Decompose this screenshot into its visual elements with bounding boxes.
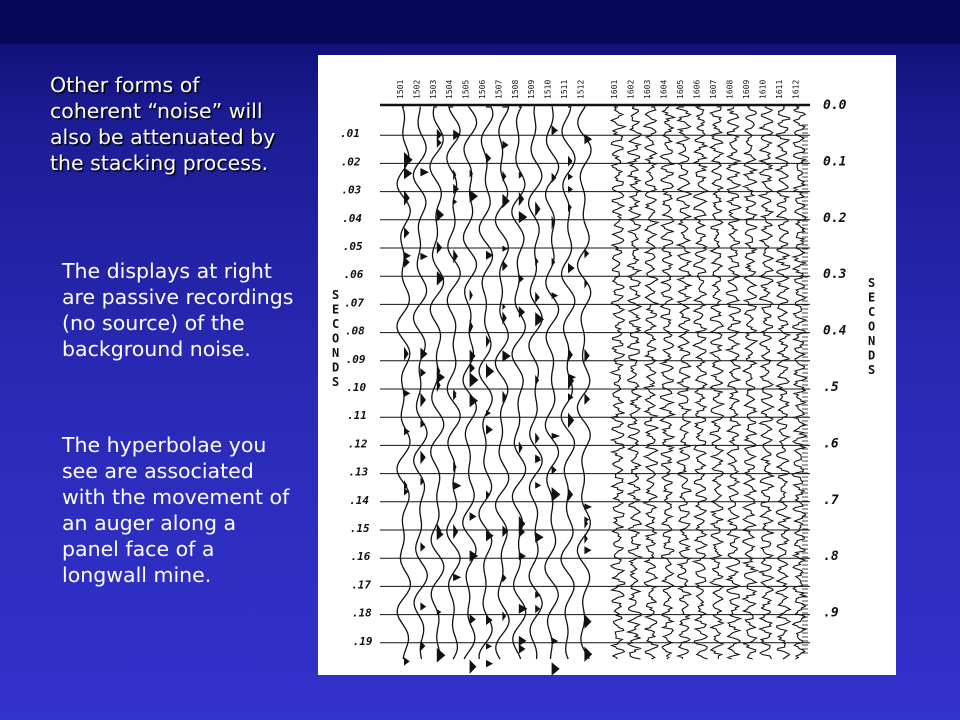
left-time-label: .08	[344, 324, 365, 338]
trace-fill	[552, 127, 559, 134]
seconds-axis-letter-left: D	[332, 360, 340, 375]
trace-fill	[453, 199, 457, 205]
trace-fill	[568, 488, 573, 501]
trace-noise	[677, 107, 692, 659]
trace-fill	[519, 552, 526, 561]
trace-fill	[519, 441, 523, 454]
trace-fill	[453, 574, 461, 582]
seconds-axis-letter-right: S	[868, 276, 876, 290]
trace-number-label: 1606	[692, 79, 702, 99]
right-time-label: 0.1	[823, 154, 847, 170]
trace-fill	[470, 319, 474, 334]
left-time-label: .02	[340, 155, 361, 169]
left-time-label: .12	[347, 437, 368, 451]
left-time-label: .14	[349, 493, 369, 507]
paragraph-passive-recordings: The displays at right are passive recordings (no source) of the background noise.	[62, 259, 294, 361]
left-time-label: .17	[351, 578, 372, 592]
trace-fill	[519, 636, 527, 646]
trace-fill	[420, 602, 426, 610]
trace-fill	[552, 662, 560, 675]
right-time-label: .8	[823, 549, 839, 565]
trace-fill	[486, 643, 492, 649]
trace-number-label: 1504	[445, 79, 455, 99]
right-time-label: 0.0	[823, 98, 847, 113]
top-bar	[0, 0, 960, 44]
trace-fill	[552, 292, 559, 299]
paragraph-hyperbolae: The hyperbolae you see are associated with the movement of an auger along a panel face of a longwall mine.	[62, 433, 290, 587]
trace-fill	[486, 153, 491, 164]
trace-number-label: 1605	[676, 79, 685, 99]
trace-number-label: 1505	[461, 79, 471, 99]
trace-fill	[584, 614, 591, 629]
seismogram-figure	[318, 55, 896, 675]
trace-wiggle	[495, 107, 509, 659]
trace-fill	[502, 611, 506, 621]
seconds-axis-letter-right: E	[868, 290, 876, 305]
trace-number-label: 1609	[742, 79, 751, 99]
trace-fill	[568, 173, 573, 180]
trace-number-label: 1503	[428, 79, 438, 99]
trace-fill	[420, 168, 429, 176]
seconds-axis-letter-left: S	[332, 375, 340, 389]
trace-fill	[502, 260, 507, 271]
trace-fill	[535, 312, 544, 326]
right-time-label: .5	[823, 380, 839, 395]
left-time-label: .06	[343, 268, 364, 282]
right-time-label: 0.3	[823, 267, 847, 283]
trace-fill	[470, 512, 477, 521]
trace-fill	[502, 246, 507, 252]
trace-number-label: 1502	[412, 79, 422, 99]
trace-number-label: 1509	[527, 79, 537, 99]
trace-fill	[453, 524, 458, 539]
trace-wiggle	[577, 107, 591, 659]
left-time-label: .11	[347, 409, 367, 423]
trace-number-label: 1512	[576, 79, 586, 99]
trace-fill	[568, 263, 575, 273]
trace-fill	[535, 433, 539, 445]
trace-fill	[584, 546, 591, 554]
trace-fill	[568, 393, 574, 401]
trace-number-label: 1612	[791, 79, 801, 99]
trace-fill	[584, 393, 590, 405]
trace-fill	[502, 311, 506, 324]
right-time-label: 0.2	[823, 210, 847, 226]
trace-number-label: 1506	[478, 79, 487, 99]
trace-fill	[502, 350, 510, 362]
trace-fill	[470, 373, 479, 388]
seconds-axis-letter-left: N	[332, 346, 340, 360]
trace-fill	[584, 647, 592, 662]
trace-fill	[584, 504, 592, 511]
right-time-label: .7	[823, 492, 839, 508]
trace-fill	[502, 171, 506, 182]
trace-fill	[404, 190, 410, 206]
trace-fill	[470, 550, 479, 562]
trace-fill	[404, 252, 411, 260]
trace-fill	[584, 278, 587, 289]
trace-fill	[470, 614, 476, 624]
trace-fill	[437, 241, 442, 254]
trace-noise	[792, 107, 806, 659]
trace-fill	[568, 413, 574, 428]
trace-number-label: 1510	[543, 79, 553, 99]
trace-fill	[502, 141, 508, 150]
left-time-label: .10	[346, 381, 367, 394]
trace-noise	[693, 107, 707, 659]
trace-number-label: 1603	[643, 79, 652, 99]
left-time-label: .19	[352, 634, 373, 648]
trace-fill	[404, 167, 412, 179]
trace-fill	[535, 482, 541, 489]
seconds-axis-letter-right: C	[868, 305, 876, 319]
trace-number-label: 1602	[626, 79, 636, 99]
paragraph-coherent-noise: Other forms of coherent “noise” will also be attenuated by the stacking process.	[50, 73, 276, 175]
left-time-label: .16	[350, 550, 371, 564]
trace-fill	[519, 644, 526, 653]
left-time-label: .01	[340, 127, 360, 141]
trace-noise	[660, 107, 674, 659]
seconds-axis-letter-right: S	[868, 363, 876, 377]
trace-fill	[519, 211, 528, 223]
trace-noise	[726, 107, 741, 659]
trace-fill	[420, 368, 426, 377]
trace-wiggle	[479, 107, 493, 659]
trace-fill	[486, 660, 493, 668]
trace-wiggle	[413, 107, 427, 659]
trace-fill	[420, 451, 425, 465]
trace-fill	[486, 365, 494, 378]
left-time-label: .04	[342, 211, 362, 225]
trace-number-label: 1508	[510, 79, 520, 99]
trace-fill	[470, 289, 473, 301]
trace-number-label: 1511	[560, 79, 569, 99]
seconds-axis-letter-left: C	[332, 317, 340, 331]
trace-fill	[519, 274, 524, 283]
right-time-label: .9	[823, 605, 839, 621]
right-time-label: .6	[823, 436, 839, 452]
trace-fill	[486, 410, 491, 416]
right-time-label: 0.4	[823, 323, 847, 339]
trace-fill	[568, 348, 573, 362]
trace-fill	[470, 362, 475, 373]
trace-fill	[404, 227, 410, 239]
trace-wiggle	[545, 107, 559, 659]
trace-fill	[535, 292, 540, 303]
seconds-axis-letter-left: E	[332, 302, 340, 317]
seconds-axis-letter-left: S	[332, 288, 340, 302]
trace-fill	[486, 425, 493, 435]
trace-fill	[470, 660, 477, 674]
trace-number-label: 1501	[396, 79, 405, 99]
trace-noise	[644, 107, 658, 659]
trace-noise	[759, 107, 774, 659]
left-time-label: .13	[348, 465, 369, 479]
seismogram-svg	[318, 55, 896, 675]
trace-fill	[552, 637, 559, 644]
trace-fill	[568, 156, 573, 167]
trace-fill	[404, 428, 410, 436]
trace-fill	[420, 253, 428, 260]
trace-noise	[710, 107, 724, 659]
trace-number-label: 1601	[610, 79, 619, 99]
trace-noise	[628, 107, 642, 659]
trace-wiggle	[512, 107, 526, 659]
trace-number-label: 1608	[725, 79, 735, 99]
trace-fill	[420, 542, 425, 552]
seconds-axis-letter-right: O	[868, 319, 876, 334]
trace-number-label: 1611	[775, 79, 784, 99]
trace-noise	[611, 107, 625, 659]
trace-number-label: 1604	[659, 79, 669, 99]
trace-fill	[502, 573, 506, 583]
trace-fill	[486, 615, 493, 625]
seconds-axis-letter-left: O	[332, 331, 340, 346]
trace-fill	[584, 534, 587, 544]
left-time-label: .18	[351, 606, 372, 620]
trace-fill	[552, 433, 561, 439]
trace-fill	[437, 129, 442, 141]
left-time-label: .15	[349, 522, 370, 535]
trace-fill	[453, 482, 461, 490]
left-time-label: .07	[344, 296, 365, 310]
left-time-label: .09	[345, 352, 366, 366]
left-time-label: .05	[342, 240, 363, 253]
trace-fill	[404, 390, 410, 397]
trace-fill	[502, 194, 509, 209]
trace-fill	[437, 648, 446, 663]
trace-number-label: 1610	[758, 79, 768, 99]
trace-fill	[420, 393, 426, 407]
trace-wiggle	[397, 107, 410, 659]
trace-fill	[535, 532, 544, 543]
trace-fill	[486, 530, 494, 541]
trace-fill	[584, 249, 589, 259]
trace-number-label: 1607	[709, 79, 718, 99]
trace-fill	[404, 347, 409, 361]
seconds-axis-letter-right: N	[868, 334, 876, 348]
trace-number-label: 1507	[494, 79, 504, 99]
trace-noise	[776, 107, 790, 659]
trace-fill	[535, 201, 540, 216]
trace-noise	[743, 107, 758, 659]
seconds-axis-letter-right: D	[868, 348, 876, 363]
trace-fill	[404, 657, 410, 665]
left-time-label: .03	[341, 183, 362, 197]
